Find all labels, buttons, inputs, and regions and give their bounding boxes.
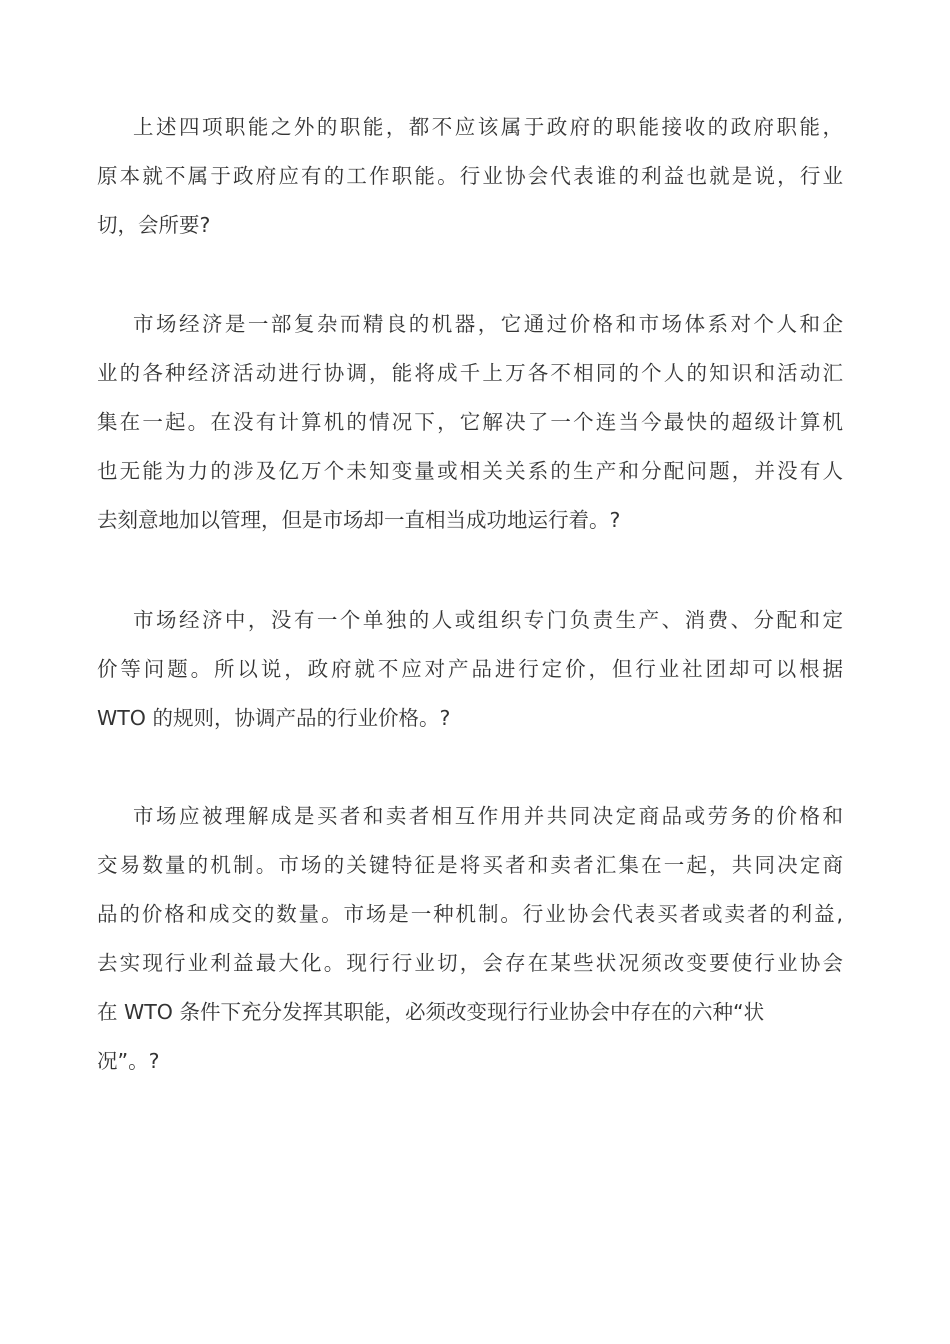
paragraph-2-line-5: 去刻意地加以管理，但是市场却一直相当成功地运行着。?: [97, 508, 621, 532]
paragraph-4-line-5: 在 WTO 条件下充分发挥其职能，必须改变现行行业协会中存在的六种“状: [97, 1000, 765, 1024]
paragraph-3-line-2: 价等问题。所以说，政府就不应对产品进行定价，但行业社团却可以根据: [97, 657, 843, 681]
paragraph-4-line-1: 市场应被理解成是买者和卖者相互作用并共同决定商品或劳务的价格和: [133, 804, 843, 828]
paragraph-4-line-6: 况”。?: [97, 1049, 160, 1073]
paragraph-1-line-3: 切，会所要?: [97, 213, 211, 237]
paragraph-2: [97, 300, 843, 545]
paragraph-4-line-3: 品的价格和成交的数量。市场是一种机制。行业协会代表买者或卖者的利益,: [97, 902, 843, 926]
paragraph-1: [97, 103, 843, 250]
paragraph-3-line-3: WTO 的规则，协调产品的行业价格。?: [97, 706, 451, 730]
paragraph-4-line-4: 去实现行业利益最大化。现行行业切，会存在某些状况须改变要使行业协会: [97, 951, 843, 975]
paragraph-4: [97, 792, 843, 1086]
paragraph-2-line-3: 集在一起。在没有计算机的情况下，它解决了一个连当今最快的超级计算机: [97, 410, 843, 434]
paragraph-3: [97, 596, 843, 743]
paragraph-1-line-2: 原本就不属于政府应有的工作职能。行业协会代表谁的利益也就是说，行业: [97, 164, 843, 188]
paragraph-2-line-4: 也无能为力的涉及亿万个未知变量或相关关系的生产和分配问题，并没有人: [97, 459, 843, 483]
paragraph-4-line-2: 交易数量的机制。市场的关键特征是将买者和卖者汇集在一起，共同决定商: [97, 853, 843, 877]
paragraph-3-line-1: 市场经济中，没有一个单独的人或组织专门负责生产、消费、分配和定: [133, 608, 843, 632]
paragraph-2-line-2: 业的各种经济活动进行协调，能将成千上万各不相同的个人的知识和活动汇: [97, 361, 843, 385]
paragraph-1-line-1: 上述四项职能之外的职能，都不应该属于政府的职能接收的政府职能，: [133, 115, 843, 139]
paragraph-2-line-1: 市场经济是一部复杂而精良的机器，它通过价格和市场体系对个人和企: [133, 312, 843, 336]
